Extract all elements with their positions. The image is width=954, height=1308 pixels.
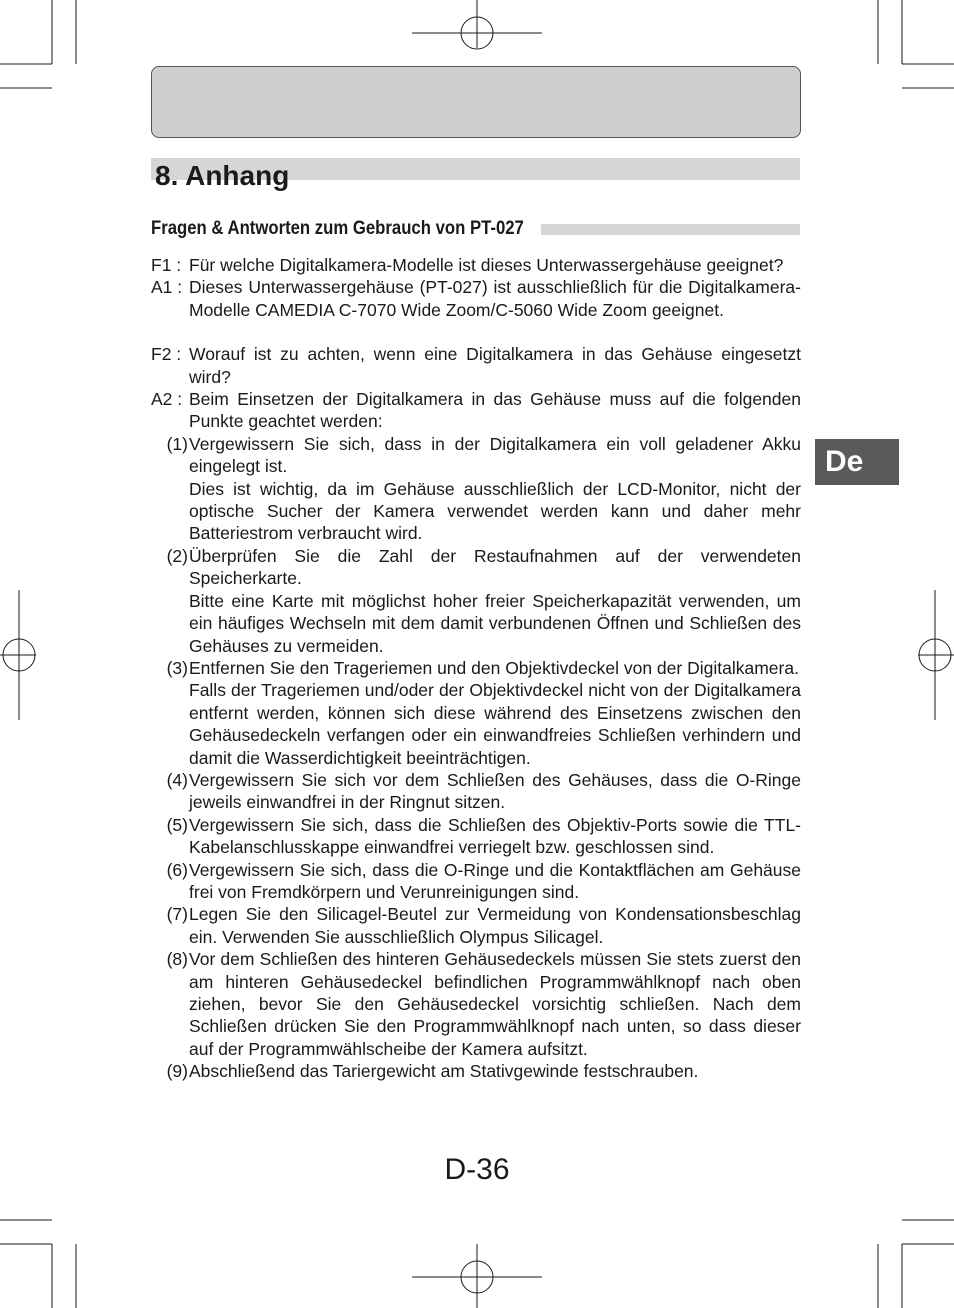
list-item bbox=[151, 814, 801, 859]
question-label: F1 : bbox=[151, 255, 182, 275]
answer-text: Beim Einsetzen der Digitalkamera in das Gehäuse muss auf die folgenden Punkte geachtet werden: bbox=[189, 389, 801, 432]
item-number: (7) bbox=[166, 904, 188, 925]
question-text: Worauf ist zu achten, wenn eine Digitalkamera in das Gehäuse eingesetzt wird? bbox=[189, 344, 801, 387]
question-label: F2 : bbox=[151, 344, 182, 365]
answer-1 bbox=[151, 276, 801, 321]
item-number: (4) bbox=[166, 769, 188, 790]
section-title: 8. Anhang bbox=[155, 160, 290, 191]
item-number: (5) bbox=[166, 814, 188, 835]
list-item bbox=[151, 545, 801, 657]
answer-text: Dieses Unterwassergehäuse (PT-027) ist ausschließlich für die Digitalkamera-Modelle CAMEDIA C-7070 Wide Zoom/C-5060 Wide Zoom geeignet. bbox=[189, 277, 801, 320]
list-item bbox=[151, 948, 801, 1060]
question-2 bbox=[151, 343, 801, 388]
answer-2 bbox=[151, 388, 801, 433]
item-text: Vergewissern Sie sich, dass die O-Ringe und die Kontaktflächen am Gehäuse frei von Fremdkörpern und Verunreinigungen sind. bbox=[189, 859, 801, 902]
item-number: (8) bbox=[166, 949, 188, 970]
answer-label: A2 : bbox=[151, 389, 183, 410]
answer-label: A1 : bbox=[151, 277, 183, 298]
subheading-bar bbox=[541, 224, 800, 235]
item-number: (6) bbox=[166, 859, 188, 880]
item-text: Vergewissern Sie sich vor dem Schließen des Gehäuses, dass die O-Ringe jeweils einwandfrei in der Ringnut sitzen. bbox=[189, 769, 801, 813]
question-1 bbox=[151, 254, 801, 276]
item-text: Legen Sie den Silicagel-Beutel zur Vermeidung von Kondensationsbeschlag ein. Verwenden Sie ausschließlich Olympus Silicagel. bbox=[189, 904, 801, 947]
item-text: Vergewissern Sie sich, dass in der Digitalkamera ein voll geladener Akku eingelegt ist. bbox=[189, 433, 801, 477]
qa-section bbox=[151, 254, 801, 1083]
item-number: (9) bbox=[166, 1061, 188, 1082]
language-tab: De bbox=[815, 439, 899, 485]
item-text: Vor dem Schließen des hinteren Gehäusedeckels müssen Sie stets zuerst den am hinteren Gehäusedeckel befindlichen Programmwählknopf nach oben ziehen, bevor Sie den Gehäusedeckel vorsichtig schließen. Nach dem Schließen drücken Sie den Programmwählknopf nach unten, so dass dieser auf der Programmwählscheibe der Kamera aufsitzt. bbox=[189, 949, 801, 1059]
subheading-text: Fragen & Antworten zum Gebrauch von PT-027 bbox=[151, 218, 524, 239]
list-item bbox=[151, 859, 801, 904]
item-number: (3) bbox=[166, 657, 188, 678]
item-text: Abschließend das Tariergewicht am Stativgewinde festschrauben. bbox=[189, 1061, 699, 1082]
item-text: Entfernen Sie den Trageriemen und den Objektivdeckel von der Digitalkamera. bbox=[189, 657, 799, 678]
item-note: Bitte eine Karte mit möglichst hoher freier Speicherkapazität verwenden, um ein häufiges Wechseln mit dem damit verbundenen Öffnen und Schließen des Gehäuses zu vermeiden. bbox=[189, 590, 801, 656]
spacer bbox=[151, 321, 801, 343]
question-text: Für welche Digitalkamera-Modelle ist dieses Unterwassergehäuse geeignet? bbox=[189, 255, 784, 275]
item-text: Vergewissern Sie sich, dass die Schließen des Objektiv-Ports sowie die TTL-Kabelanschlusskappe einwandfrei verriegelt bzw. geschlossen sind. bbox=[189, 814, 801, 858]
subheading bbox=[151, 216, 800, 242]
header-box bbox=[151, 66, 801, 138]
item-note: Falls der Trageriemen und/oder der Objektivdeckel nicht von der Digitalkamera entfernt werden, können sich diese während des Einsetzens zwischen den Gehäusedeckeln verfangen oder ein einwandfreies Schließen verhindern und damit die Wasserdichtigkeit beeinträchtigen. bbox=[189, 680, 801, 768]
list-item bbox=[151, 657, 801, 769]
item-note: Dies ist wichtig, da im Gehäuse ausschließlich der LCD-Monitor, nicht der optische Sucher der Kamera verwendet werden kann und daher mehr Batteriestrom verbraucht wird. bbox=[189, 478, 801, 544]
item-number: (1) bbox=[166, 433, 188, 454]
list-item bbox=[151, 769, 801, 814]
list-item bbox=[151, 433, 801, 545]
list-item bbox=[151, 903, 801, 948]
item-number: (2) bbox=[166, 545, 188, 566]
item-text: Überprüfen Sie die Zahl der Restaufnahmen auf der verwendeten Speicherkarte. bbox=[189, 545, 801, 589]
page-number: D-36 bbox=[444, 1153, 510, 1186]
list-item bbox=[151, 1060, 801, 1082]
